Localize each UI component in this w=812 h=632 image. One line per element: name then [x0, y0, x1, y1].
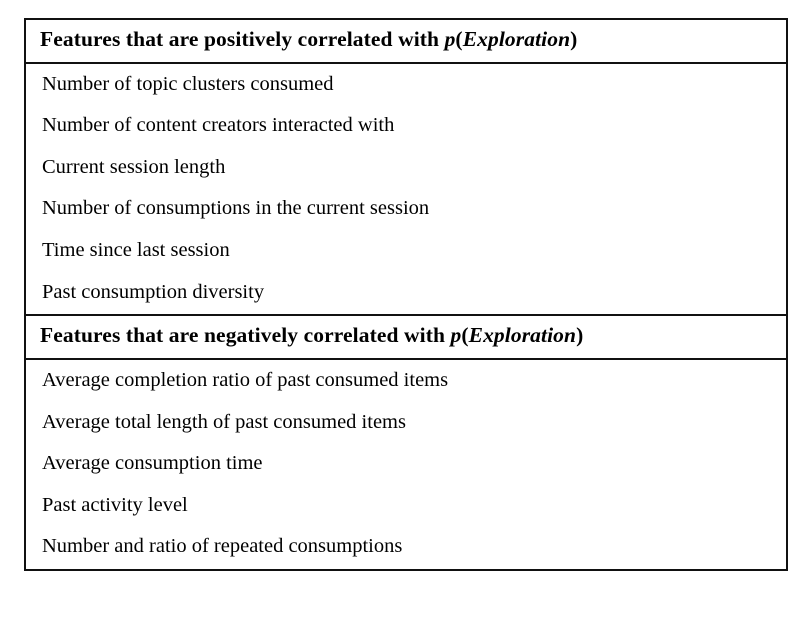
table-row: Current session length	[42, 155, 226, 178]
table-row: Average consumption time	[42, 452, 263, 475]
table-row: Average completion ratio of past consumed items	[42, 368, 449, 391]
features-table	[24, 18, 788, 571]
negative-header-close-paren: )	[576, 323, 584, 348]
positive-header-variable: Exploration	[462, 27, 571, 51]
negative-header-p-symbol: p	[450, 323, 462, 348]
positive-header-text: Features that are positively correlated with	[40, 27, 445, 51]
table-row: Number of topic clusters consumed	[42, 72, 334, 95]
negative-header-open-paren: (	[461, 323, 469, 348]
table-row: Past consumption diversity	[42, 280, 265, 303]
negative-header-variable: Exploration	[468, 323, 577, 348]
positive-header-open-paren: (	[455, 27, 463, 51]
table-row: Number of content creators interacted with	[42, 114, 395, 137]
table-row: Time since last session	[42, 239, 230, 262]
positive-correlation-header	[26, 20, 786, 64]
table-row: Past activity level	[42, 493, 188, 516]
positive-header-p-symbol: p	[444, 27, 456, 51]
table-row: Number and ratio of repeated consumptions	[42, 535, 403, 558]
positive-feature-list	[26, 64, 786, 315]
negative-correlation-header	[26, 314, 786, 360]
negative-feature-list	[26, 360, 786, 569]
positive-header-close-paren: )	[570, 27, 578, 51]
table-row: Average total length of past consumed items	[42, 410, 406, 433]
table-row: Number of consumptions in the current session	[42, 197, 430, 220]
negative-header-text: Features that are negatively correlated with	[40, 323, 451, 348]
